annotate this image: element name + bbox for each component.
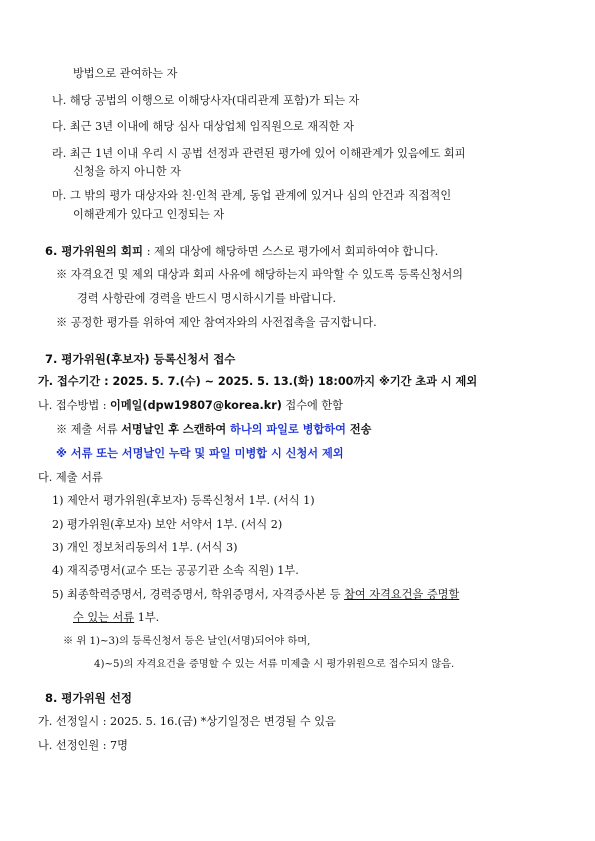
note-text: ※ 자격요건 및 제외 대상과 회피 사유에 해당하는지 파악할 수 있도록 등록신청서의 xyxy=(56,268,463,281)
docs-title: 다. 제출 서류 xyxy=(38,471,103,484)
doc-item-5 xyxy=(52,588,459,602)
selection-date: 가. 선정일시 : 2025. 5. 16.(금) *상기일정은 변경될 수 있음 xyxy=(38,715,336,728)
item-ma: 마. 그 밖의 평가 대상자와 친·인척 관계, 동업 관계에 있거나 심의 안건과 직접적인 xyxy=(52,189,452,202)
exclusion-note: ※ 서류 또는 서명날인 누락 및 파일 미병합 시 신청서 제외 xyxy=(56,447,344,460)
receipt-method xyxy=(38,399,343,413)
stamp-note: ※ 위 1)~3)의 등록신청서 등은 날인(서명)되어야 하며, xyxy=(63,636,311,647)
item-ma-cont: 이해관계가 있다고 인정되는 자 xyxy=(73,208,225,221)
doc-item-2: 2) 평가위원(후보자) 보안 서약서 1부. (서식 2) xyxy=(52,518,283,531)
item-ra: 라. 최근 1년 이내 우리 시 공법 선정과 관련된 평가에 있어 이해관계가 있음에도 회피 xyxy=(52,147,466,160)
item-na: 나. 해당 공법의 이행으로 이해당사자(대리관계 포함)가 되는 자 xyxy=(52,94,360,107)
doc-item-4: 4) 재직증명서(교수 또는 공공기관 소속 직원) 1부. xyxy=(52,564,299,577)
email-address: 이메일(dpw19807@korea.kr) xyxy=(110,399,282,412)
note-prefix: ※ 제출 서류 xyxy=(56,423,122,436)
method-label: 나. 접수방법 : xyxy=(38,399,111,412)
note-blue: 하나의 파일로 병합하여 xyxy=(230,423,346,436)
section-7-title: 7. 평가위원(후보자) 등록신청서 접수 xyxy=(45,352,236,366)
selection-count: 나. 선정인원 : 7명 xyxy=(38,739,128,752)
item-ra-cont: 신청을 하지 아니한 자 xyxy=(73,165,181,178)
section-6-title: 6. 평가위원의 회피 xyxy=(45,244,144,258)
note-bold-2: 전송 xyxy=(345,423,372,436)
section-6-heading xyxy=(45,244,438,259)
doc-5-underlined-cont: 수 있는 서류 xyxy=(73,611,135,624)
method-suffix: 접수에 한함 xyxy=(281,399,343,412)
doc-item-5-cont xyxy=(73,611,159,625)
doc-5-text: 5) 최종학력증명서, 경력증명서, 학위증명서, 자격증사본 등 xyxy=(52,588,345,601)
receipt-period: 가. 접수기간 : 2025. 5. 7.(수) ~ 2025. 5. 13.(화) 18:00까지 ※기간 초과 시 제외 xyxy=(38,375,478,388)
stamp-note-cont: 4)~5)의 자격요건을 증명할 수 있는 서류 미제출 시 평가위원으로 접수되지 않음. xyxy=(94,659,455,670)
note-bold-1: 서명날인 후 스캔하여 xyxy=(121,423,231,436)
item-text: 방법으로 관여하는 자 xyxy=(73,67,178,80)
doc-item-3: 3) 개인 정보처리동의서 1부. (서식 3) xyxy=(52,541,238,554)
doc-item-1: 1) 제안서 평가위원(후보자) 등록신청서 1부. (서식 1) xyxy=(52,494,315,507)
item-da: 다. 최근 3년 이내에 해당 심사 대상업체 임직원으로 재직한 자 xyxy=(52,120,355,133)
submission-note xyxy=(56,423,371,437)
doc-5-suffix: 1부. xyxy=(134,611,160,624)
section-6-desc: : 제외 대상에 해당하면 스스로 평가에서 회피하여야 합니다. xyxy=(143,245,439,258)
note-text-cont: 경력 사항란에 경력을 반드시 명시하시기를 바랍니다. xyxy=(77,292,337,305)
section-8-title: 8. 평가위원 선정 xyxy=(45,691,133,705)
doc-5-underlined: 참여 자격요건을 증명할 xyxy=(344,588,460,601)
note-text: ※ 공정한 평가를 위하여 제안 참여자와의 사전접촉을 금지합니다. xyxy=(56,316,377,329)
